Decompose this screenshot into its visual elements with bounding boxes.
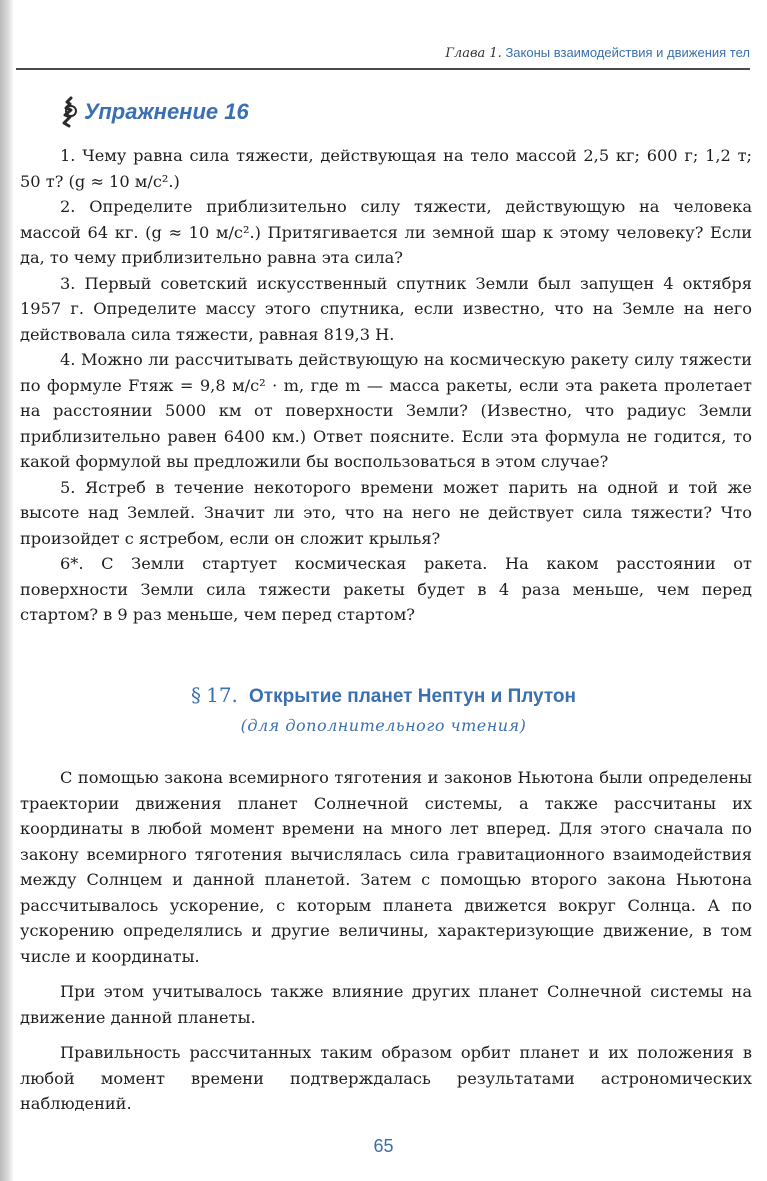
running-header: [330, 45, 750, 61]
exercise-icon: [58, 96, 80, 128]
section-body: [20, 765, 752, 1117]
exercise-item: 4. Можно ли рассчитывать действующую на космическую ракету силу тяжести по формуле Fтяж = 9,8 м/с² · m, где m — масса ракеты, если эта ракета пролетает на расстоянии 5000 км от поверхности Земли? (Известно, что радиус Земли приблизительно равен 6400 км.) Ответ поясните. Если эта формула не годится, то какой формулой вы предложили бы воспользоваться в этом случае?: [20, 350, 752, 471]
exercise-item: 3. Первый советский искусственный спутник Земли был запущен 4 октября 1957 г. Определите массу этого спутника, если известно, что на Земле на него действовала сила тяжести, равная 819,3 Н.: [20, 273, 752, 344]
exercise-item: 2. Определите приблизительно силу тяжести, действующую на человека массой 64 кг. (g ≈ 10 м/с².) Притягивается ли земной шар к этому человеку? Если да, то чему приблизительно равна эта сила?: [20, 197, 752, 267]
section-subtitle: (для дополнительного чтения): [240, 716, 527, 735]
exercise-title: Упражнение 16: [84, 99, 249, 124]
exercise-item: 1. Чему равна сила тяжести, действующая на тело массой 2,5 кг; 600 г; 1,2 т; 50 т? (g ≈ 10 м/с².): [20, 146, 752, 191]
section-number: 17.: [206, 683, 238, 707]
exercise-list: [20, 143, 752, 628]
header-rule: [16, 68, 750, 70]
section-paragraph: С помощью закона всемирного тяготения и законов Ньютона были определены траектории движения планет Солнечной системы, а также рассчитаны их координаты в любой момент времени на много лет вперед. Для этого сначала по закону всемирного тяготения вычислялась сила гравитационного взаимодействия между Солнцем и данной планетой. Затем с помощью второго закона Ньютона рассчитывалось ускорение, с которым планета движется вокруг Солнца. А по ускорению определялись и другие величины, характеризующие движение, в том числе и координаты.: [20, 768, 752, 966]
section-title: Открытие планет Нептун и Плутон: [249, 686, 576, 707]
section-paragraph: При этом учитывалось также влияние других планет Солнечной системы на движение данной планеты.: [20, 982, 752, 1027]
exercise-heading: [58, 96, 249, 128]
chapter-topic: Законы взаимодействия и движения тел: [505, 45, 750, 60]
exercise-item: 6*. С Земли стартует космическая ракета. На каком расстоянии от поверхности Земли сила тяжести ракеты будет в 4 раза меньше, чем перед стартом? в 9 раз меньше, чем перед стартом?: [20, 554, 752, 624]
section-heading: [0, 683, 767, 708]
section-sign: §: [191, 683, 201, 707]
exercise-item: 5. Ястреб в течение некоторого времени может парить на одной и той же высоте над Землей. Значит ли это, что на него не действует сила тяжести? Что произойдет с ястребом, если он сложит крылья?: [20, 477, 752, 548]
section-paragraph: Правильность рассчитанных таким образом орбит планет и их положения в любой момент времени подтверждалась результатами астрономических наблюдений.: [20, 1043, 752, 1113]
chapter-label: Глава 1.: [445, 46, 502, 61]
page-number: 65: [373, 1136, 394, 1156]
